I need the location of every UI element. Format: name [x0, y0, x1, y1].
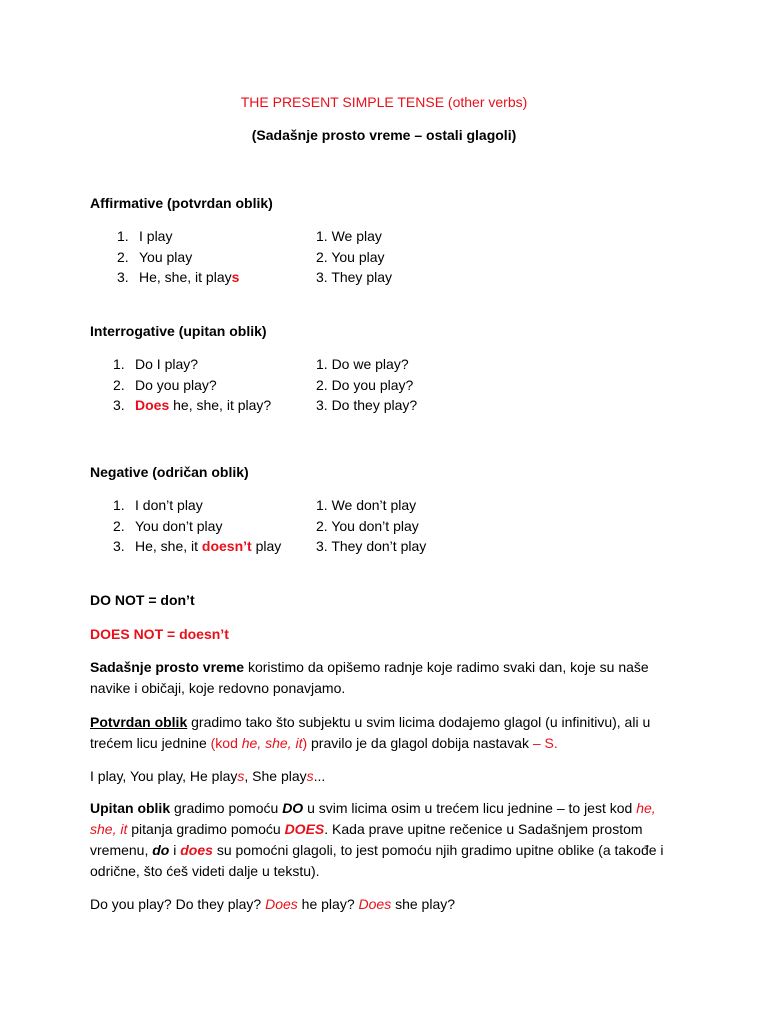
list-item: 3. Does he, she, it play?	[113, 397, 272, 413]
list-item: 2. You play	[316, 248, 385, 265]
list-item: 3. They play	[316, 269, 393, 285]
affirmative-singular-list	[117, 226, 239, 288]
affirmative-plural-list	[316, 226, 392, 288]
paragraph-examples-affirmative: I play, You play, He plays, She plays...	[90, 768, 326, 784]
list-item: 2. You don’t play	[316, 517, 419, 534]
negative-singular-list	[113, 495, 281, 557]
does-not-contraction: DOES NOT = doesn’t	[90, 626, 229, 642]
do-not-contraction: DO NOT = don’t	[90, 592, 195, 608]
list-item: 1. Do I play?	[113, 356, 199, 372]
list-item: 2. Do you play?	[113, 376, 217, 393]
list-item: 1. We don’t play	[316, 497, 417, 513]
negative-heading: Negative (odričan oblik)	[90, 464, 249, 480]
list-item: 1. I don’t play	[113, 497, 203, 513]
paragraph-examples-interrogative: Do you play? Do they play? Does he play? Does she play?	[90, 896, 456, 912]
interrogative-singular-list	[113, 354, 271, 416]
list-item: 2. Do you play?	[316, 376, 414, 393]
list-item: 3. He, she, it doesn’t play	[113, 538, 282, 554]
document-subtitle: (Sadašnje prosto vreme – ostali glagoli)	[251, 127, 517, 143]
list-item: 3. He, she, it plays	[117, 269, 240, 285]
list-item: 1. We play	[316, 228, 382, 244]
list-item: 1. I play	[117, 228, 173, 244]
interrogative-plural-list	[316, 354, 417, 416]
list-item: 3. They don’t play	[316, 538, 427, 554]
interrogative-heading: Interrogative (upitan oblik)	[90, 323, 267, 339]
list-item: 2. You play	[117, 248, 193, 265]
list-item: 2. You don’t play	[113, 517, 223, 534]
list-item: 1. Do we play?	[316, 356, 409, 372]
list-item: 3. Do they play?	[316, 397, 418, 413]
document-title: THE PRESENT SIMPLE TENSE (other verbs)	[240, 94, 528, 110]
paragraph-usage: Sadašnje prosto vreme koristimo da opišemo radnje koje radimo svaki dan, koje su naše navike i običaji, koje redovno ponavjamo.	[90, 659, 649, 696]
negative-plural-list	[316, 495, 426, 557]
paragraph-affirmative-rule: Potvrdan oblik gradimo tako što subjektu u svim licima dodajemo glagol (u infinitivu), ali u trećem licu jednine (kod he, she, it) pravilo je da glagol dobija nastavak – S.	[90, 714, 651, 751]
affirmative-heading: Affirmative (potvrdan oblik)	[90, 195, 273, 211]
paragraph-interrogative-rule: Upitan oblik gradimo pomoću DO u svim licima osim u trećem licu jednine – to jest kod he, she, it pitanja gradimo pomoću DOES. Kada prave upitne rečenice u Sadašnjem prostom vremenu, do i does su pomoćni glagoli, to jest pomoću njih gradimo upitne oblike (a takođe i odrične, što ćeš videti dalje u tekstu).	[90, 800, 664, 879]
